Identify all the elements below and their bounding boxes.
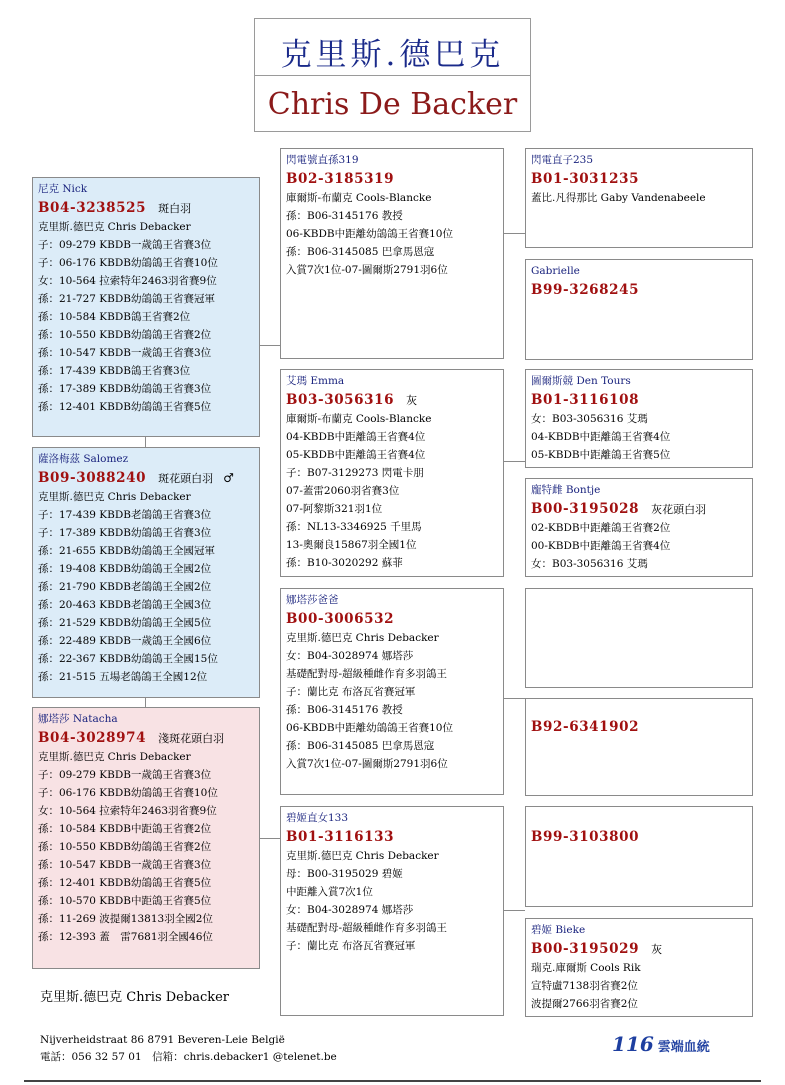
pedigree-line: 子：09-279 KBDB一歲鴿王省賽3位 (38, 239, 212, 251)
ancestor-card (525, 259, 753, 360)
connector-line (504, 698, 525, 699)
pedigree-line: 04-KBDB中距離鴿王省賽4位 (531, 431, 671, 443)
ring-number: B00-3195029 (531, 941, 640, 957)
pedigree-line: 13-奧爾良15867羽全國1位 (286, 539, 417, 551)
connector-line (504, 233, 525, 234)
pedigree-line: 06-KBDB中距離幼鴿鴿王省賽10位 (286, 228, 453, 240)
pedigree-line: 子：17-389 KBDB幼鴿鴿王省賽3位 (38, 527, 212, 539)
header-divider (255, 75, 530, 76)
connector-line (504, 910, 525, 911)
dam-card (32, 707, 260, 969)
pedigree-line: 女：10-564 拉索特年2463羽省賽9位 (38, 275, 217, 287)
pigeon-name: 娜塔莎爸爸 (286, 594, 339, 606)
pedigree-line: 子：06-176 KBDB幼鴿鴿王省賽10位 (38, 787, 218, 799)
pedigree-line: 孫：21-790 KBDB老鴿鴿王全國2位 (38, 581, 212, 593)
ring-number: B92-6341902 (531, 719, 640, 735)
pedigree-line: 子：蘭比克 布洛瓦省賽冠軍 (286, 686, 416, 698)
ancestor-card (525, 369, 753, 468)
feather-color: 灰花頭白羽 (651, 503, 707, 516)
connector-line (260, 838, 280, 839)
breeder-address: Nijverheidstraat 86 8791 Beveren-Leie België (40, 1034, 285, 1046)
pedigree-line: 基礎配對母-超級種雌作育多羽鴿王 (286, 668, 448, 680)
pedigree-line: 孫：10-547 KBDB一歲鴿王省賽3位 (38, 347, 212, 359)
ring-number: B09-3088240 (38, 470, 147, 486)
breeder-contact: 電話：056 32 57 01 信箱：chris.debacker1 @telenet.be (40, 1051, 337, 1063)
pigeon-name: Gabrielle (531, 265, 580, 277)
pedigree-line: 庫爾斯-布蘭克 Cools-Blancke (286, 192, 432, 204)
pigeon-name: 薩洛梅茲 Salomez (38, 453, 129, 465)
male-sex-icon: ♂ (223, 471, 234, 485)
pedigree-line: 07-蓋雷2060羽省賽3位 (286, 485, 400, 497)
ring-number: B01-3116108 (531, 392, 640, 408)
pedigree-line: 孫：10-550 KBDB幼鴿鴿王省賽2位 (38, 841, 212, 853)
pedigree-line: 子：蘭比克 布洛瓦省賽冠軍 (286, 940, 416, 952)
pedigree-line: 孫：17-439 KBDB鴿王省賽3位 (38, 365, 191, 377)
pedigree-line: 克里斯.德巴克 Chris Debacker (286, 850, 439, 862)
pedigree-line: 孫：10-550 KBDB幼鴿鴿王省賽2位 (38, 329, 212, 341)
feather-color: 灰 (406, 394, 418, 407)
pedigree-line: 宣特盧7138羽省賽2位 (531, 980, 638, 992)
pedigree-line: 波提爾2766羽省賽2位 (531, 998, 638, 1010)
owner-chinese-name: 克里斯.德巴克 (280, 37, 505, 73)
pedigree-line: 05-KBDB中距離鴿王省賽4位 (286, 449, 426, 461)
pigeon-name: 閃電號直孫319 (286, 154, 359, 166)
pedigree-line: 孫：22-367 KBDB幼鴿鴿王全國15位 (38, 653, 218, 665)
ancestor-card (525, 478, 753, 577)
sire-dam-card (280, 369, 504, 577)
pedigree-line: 孫：12-401 KBDB幼鴿鴿王省賽5位 (38, 877, 212, 889)
pedigree-line: 04-KBDB中距離鴿王省賽4位 (286, 431, 426, 443)
pedigree-line: 庫爾斯-布蘭克 Cools-Blancke (286, 413, 432, 425)
ancestor-card (525, 698, 753, 796)
pedigree-line: 孫：22-489 KBDB一歲鴿王全國6位 (38, 635, 212, 647)
pigeon-name: 圖爾斯競 Den Tours (531, 375, 631, 387)
pedigree-line: 中距離入賞7次1位 (286, 886, 373, 898)
ring-number: B00-3195028 (531, 501, 640, 517)
logo-number: 116 (612, 1032, 654, 1056)
logo-text: 雲端血統 (657, 1040, 710, 1055)
pedigree-line: 孫：12-401 KBDB幼鴿鴿王省賽5位 (38, 401, 212, 413)
pigeon-name: 龐特雌 Bontje (531, 484, 601, 496)
pedigree-line: 06-KBDB中距離幼鴿鴿王省賽10位 (286, 722, 453, 734)
pedigree-line: 孫：10-547 KBDB一歲鴿王省賽3位 (38, 859, 212, 871)
connector-line (504, 461, 525, 462)
ring-number: B00-3006532 (286, 611, 395, 627)
pedigree-line: 蓋比.凡得那比 Gaby Vandenabeele (531, 192, 706, 204)
sire-sire-card (280, 148, 504, 359)
pedigree-line: 孫：20-463 KBDB老鴿鴿王全國3位 (38, 599, 212, 611)
pedigree-line: 子：09-279 KBDB一歲鴿王省賽3位 (38, 769, 212, 781)
connector-line (260, 345, 280, 346)
pedigree-line: 孫：21-529 KBDB幼鴿鴿王全國5位 (38, 617, 212, 629)
ring-number: B01-3116133 (286, 829, 395, 845)
pedigree-line: 女：B04-3028974 娜塔莎 (286, 904, 414, 916)
pedigree-line: 孫：21-727 KBDB幼鴿鴿王省賽冠軍 (38, 293, 215, 305)
pedigree-line: 克里斯.德巴克 Chris Debacker (38, 221, 191, 233)
feather-color: 斑白羽 (158, 202, 192, 215)
pedigree-line: 孫：B06-3145176 教授 (286, 704, 403, 716)
pedigree-line: 母：B00-3195029 碧姬 (286, 868, 403, 880)
pedigree-line: 孫：B06-3145085 巴拿馬恩寇 (286, 246, 435, 258)
pedigree-line: 孫：21-515 五場老鴿鴿王全國12位 (38, 671, 208, 683)
ring-number: B99-3103800 (531, 829, 640, 845)
pedigree-line: 孫：10-570 KBDB中距鴿王省賽5位 (38, 895, 212, 907)
pedigree-line: 克里斯.德巴克 Chris Debacker (286, 632, 439, 644)
pedigree-line: 女：B04-3028974 娜塔莎 (286, 650, 414, 662)
pedigree-line: 孫：21-655 KBDB幼鴿鴿王全國冠軍 (38, 545, 215, 557)
pedigree-line: 02-KBDB中距離鴿王省賽2位 (531, 522, 671, 534)
footer-divider (24, 1080, 761, 1082)
brand-logo (612, 1032, 720, 1058)
ring-number: B04-3238525 (38, 200, 147, 216)
pedigree-line: 孫：19-408 KBDB幼鴿鴿王全國2位 (38, 563, 212, 575)
feather-color: 灰 (651, 943, 663, 956)
pedigree-line: 瑞克.庫爾斯 Cools Rik (531, 962, 641, 974)
pedigree-line: 孫：10-584 KBDB中距鴿王省賽2位 (38, 823, 212, 835)
pedigree-line: 孫：10-584 KBDB鴿王省賽2位 (38, 311, 191, 323)
feather-color: 斑花頭白羽 (158, 472, 214, 485)
pedigree-line: 克里斯.德巴克 Chris Debacker (38, 491, 191, 503)
pedigree-line: 子：B07-3129273 閃電卡朋 (286, 467, 424, 479)
pedigree-line: 子：06-176 KBDB幼鴿鴿王省賽10位 (38, 257, 218, 269)
pigeon-name: 娜塔莎 Natacha (38, 713, 118, 725)
ring-number: B01-3031235 (531, 171, 640, 187)
pedigree-line: 入賞7次1位-07-圖爾斯2791羽6位 (286, 758, 448, 770)
pedigree-line: 孫：B10-3020292 蘇菲 (286, 557, 403, 569)
pedigree-line: 孫：11-269 波提爾13813羽全國2位 (38, 913, 213, 925)
ancestor-card (525, 918, 753, 1017)
pigeon-name: 尼克 Nick (38, 183, 88, 195)
pedigree-line: 子：17-439 KBDB老鴿鴿王省賽3位 (38, 509, 212, 521)
pedigree-line: 孫：12-393 蓋 雷7681羽全國46位 (38, 931, 213, 943)
pedigree-line: 女：B03-3056316 艾瑪 (531, 558, 648, 570)
ancestor-card-empty (525, 588, 753, 688)
pigeon-name: 閃電直子235 (531, 154, 594, 166)
breeder-name: 克里斯.德巴克 Chris Debacker (40, 990, 230, 1005)
pedigree-line: 克里斯.德巴克 Chris Debacker (38, 751, 191, 763)
owner-english-name: Chris De Backer (267, 87, 518, 122)
connector-line (145, 437, 146, 447)
pigeon-name: 艾瑪 Emma (286, 375, 345, 387)
pedigree-line: 孫：NL13-3346925 千里馬 (286, 521, 422, 533)
pedigree-line: 女：10-564 拉索特年2463羽省賽9位 (38, 805, 217, 817)
pigeon-name: 碧姬 Bieke (531, 924, 586, 936)
ancestor-card (525, 148, 753, 248)
pedigree-line: 孫：B06-3145085 巴拿馬恩寇 (286, 740, 435, 752)
pedigree-line: 07-阿黎斯321羽1位 (286, 503, 383, 515)
ring-number: B02-3185319 (286, 171, 395, 187)
ring-number: B03-3056316 (286, 392, 395, 408)
ring-number: B04-3028974 (38, 730, 147, 746)
sire-card (32, 177, 260, 437)
pedigree-line: 女：B03-3056316 艾瑪 (531, 413, 648, 425)
dam-sire-card (280, 588, 504, 795)
pedigree-line: 基礎配對母-超級種雌作育多羽鴿王 (286, 922, 448, 934)
pedigree-line: 孫：B06-3145176 教授 (286, 210, 403, 222)
pedigree-line: 00-KBDB中距離鴿王省賽4位 (531, 540, 671, 552)
ring-number: B99-3268245 (531, 282, 640, 298)
pedigree-line: 入賞7次1位-07-圖爾斯2791羽6位 (286, 264, 448, 276)
feather-color: 淺斑花頭白羽 (158, 732, 225, 745)
pedigree-line: 孫：17-389 KBDB幼鴿鴿王省賽3位 (38, 383, 212, 395)
pedigree-line: 05-KBDB中距離鴿王省賽5位 (531, 449, 671, 461)
connector-line (145, 698, 146, 707)
dam-dam-card (280, 806, 504, 1016)
ancestor-card (525, 806, 753, 907)
subject-card (32, 447, 260, 698)
pedigree-header (254, 18, 531, 132)
pigeon-name: 碧姬直女133 (286, 812, 349, 824)
